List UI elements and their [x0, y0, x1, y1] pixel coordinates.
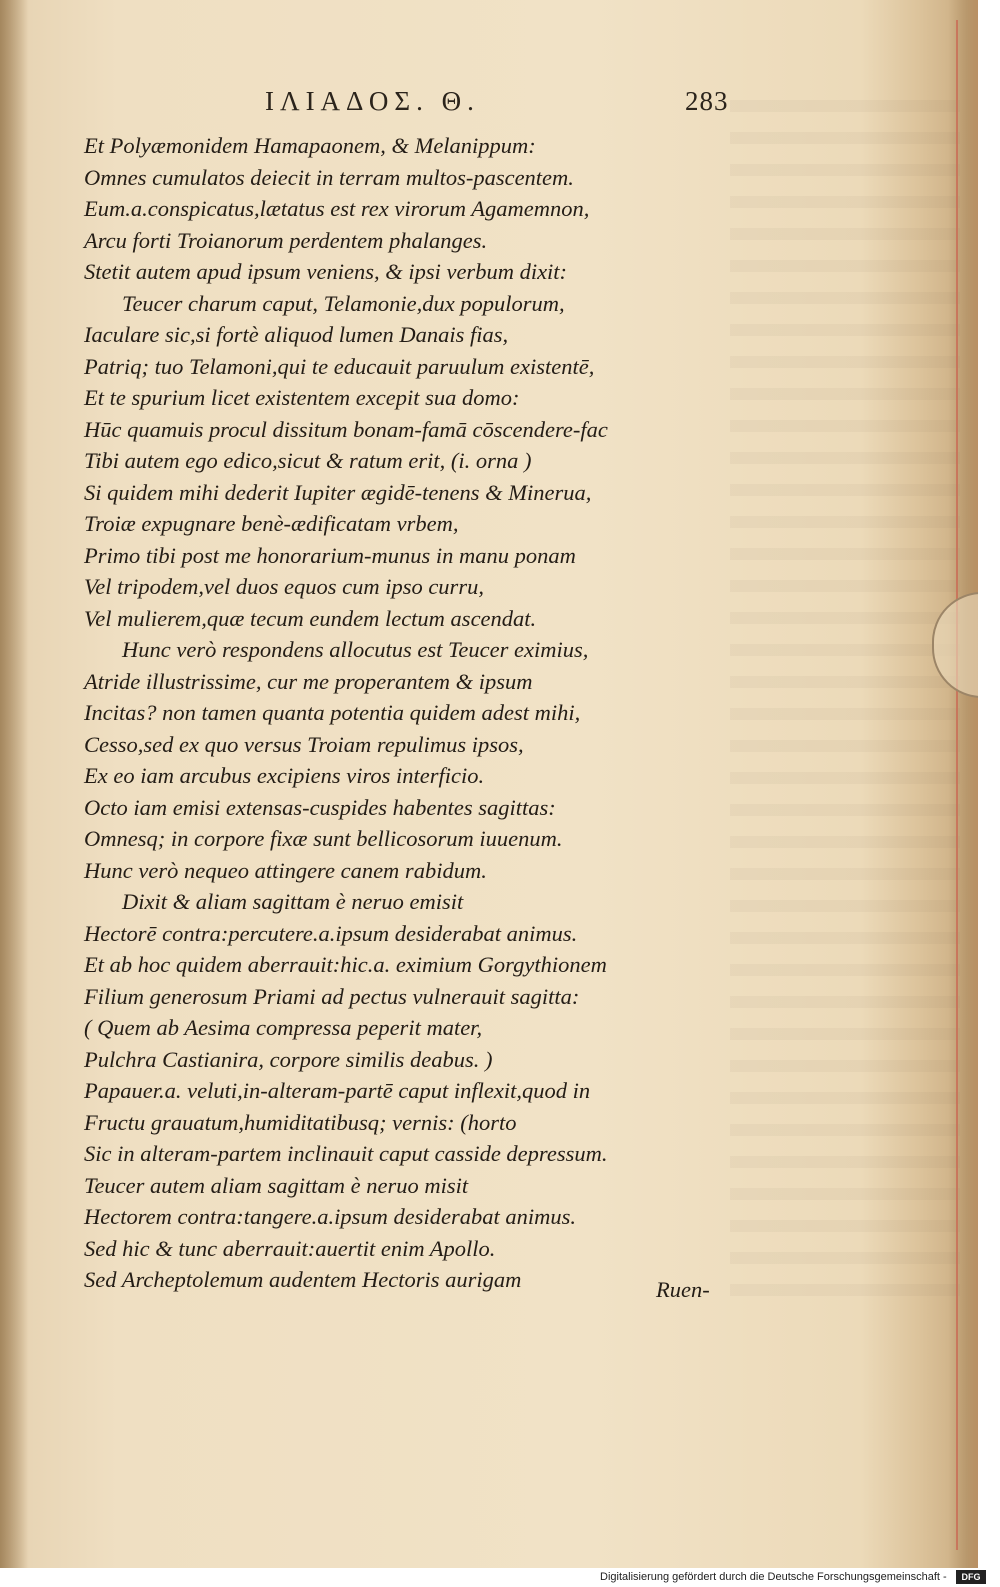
verse-text	[84, 130, 744, 1296]
verse-line: Eum.a.conspicatus,lætatus est rex virorum Agamemnon,	[84, 196, 590, 221]
verse-line: Fructu grauatum,humiditatibusq; vernis: (horto	[84, 1109, 517, 1135]
verse-line: Pulchra Castianira, corpore similis deabus. )	[84, 1046, 493, 1072]
verse-line: Vel tripodem,vel duos equos cum ipso curru,	[84, 574, 484, 599]
book-title: ΙΛΙΑΔΟΣ. Θ.	[265, 86, 480, 116]
verse-line: Tibi autem ego edico,sicut & ratum erit, (i. orna )	[84, 448, 532, 473]
verse-line: Iaculare sic,si fortè aliquod lumen Danais fias,	[84, 322, 509, 347]
verse-line: Sic in alteram-partem inclinauit caput casside depressum.	[84, 1141, 608, 1166]
verse-line: Hūc quamuis procul dissitum bonam-famā cōscendere-fac	[84, 416, 608, 442]
verse-line: Stetit autem apud ipsum veniens, & ipsi verbum dixit:	[84, 259, 568, 284]
verse-line: Arcu forti Troianorum perdentem phalanges.	[84, 227, 488, 253]
verse-line: Filium generosum Priami ad pectus vulnerauit sagitta:	[84, 983, 580, 1009]
verse-line: Et ab hoc quidem aberrauit:hic.a. eximium Gorgythionem	[84, 952, 607, 977]
red-page-edge	[956, 20, 958, 1550]
verse-line: Troiæ expugnare benè-ædificatam vrbem,	[84, 511, 459, 536]
verse-line: Patriq; tuo Telamoni,qui te educauit paruulum existentē,	[84, 353, 595, 379]
verse-line: Cesso,sed ex quo versus Troiam repulimus ipsos,	[84, 731, 524, 757]
spine-shadow	[0, 0, 28, 1568]
verse-line: Hectorē contra:percutere.a.ipsum desiderabat animus.	[84, 920, 578, 946]
verse-line: Primo tibi post me honorarium-munus in manu ponam	[84, 542, 576, 568]
verse-line: Et te spurium licet existentem excepit sua domo:	[84, 385, 520, 410]
catchword: Ruen-	[656, 1277, 710, 1302]
verse-line: Teucer charum caput, Telamonie,dux populorum,	[122, 290, 565, 316]
verse-line: Ex eo iam arcubus excipiens viros interficio.	[84, 763, 485, 788]
verse-line: Teucer autem aliam sagittam è neruo misit	[84, 1172, 469, 1198]
verse-line: Papauer.a. veluti,in-alteram-partē caput inflexit,quod in	[84, 1078, 591, 1103]
verse-line: Hunc verò nequeo attingere canem rabidum.	[84, 857, 487, 883]
verse-line: Octo iam emisi extensas-cuspides habentes sagittas:	[84, 794, 556, 820]
page-number: 283	[685, 86, 729, 116]
show-through-text	[730, 100, 960, 1300]
page-edge-shadow	[948, 0, 978, 1568]
verse-line: Dixit & aliam sagittam è neruo emisit	[122, 889, 464, 914]
verse-line: Sed Archeptolemum audentem Hectoris aurigam	[84, 1267, 522, 1292]
verse-line: Omnes cumulatos deiecit in terram multos-pascentem.	[84, 164, 574, 190]
verse-line: Si quidem mihi dederit Iupiter ægidē-tenens & Minerua,	[84, 479, 592, 505]
verse-line: Sed hic & tunc aberrauit:auertit enim Apollo.	[84, 1235, 496, 1261]
verse-line: Hectorem contra:tangere.a.ipsum desiderabat animus.	[84, 1204, 577, 1229]
digitization-credit: Digitalisierung gefördert durch die Deutsche Forschungsgemeinschaft -	[600, 1571, 947, 1583]
verse-line: Incitas? non tamen quanta potentia quidem adest mihi,	[84, 700, 581, 725]
dfg-logo: DFG	[956, 1570, 986, 1584]
verse-line: Atride illustrissime, cur me properantem & ipsum	[84, 668, 533, 694]
verse-line: Hunc verò respondens allocutus est Teucer eximius,	[122, 637, 589, 662]
verse-line: ( Quem ab Aesima compressa peperit mater,	[84, 1015, 483, 1040]
verse-line: Omnesq; in corpore fixæ sunt bellicosorum iuuenum.	[84, 826, 563, 851]
verse-line: Vel mulierem,quæ tecum eundem lectum ascendat.	[84, 605, 537, 631]
verse-line: Et Polyæmonidem Hamapaonem, & Melanippum:	[84, 133, 536, 158]
